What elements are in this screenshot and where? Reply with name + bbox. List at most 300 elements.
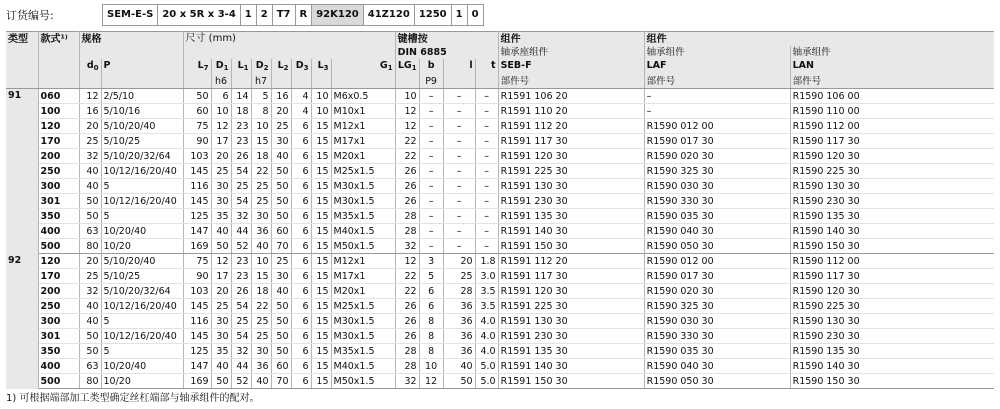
table-cell: – [443, 164, 475, 179]
table-cell: 12 [419, 374, 443, 389]
table-cell: R1590 330 30 [644, 194, 790, 209]
table-cell: 25 [251, 314, 271, 329]
table-cell: 15 [311, 344, 331, 359]
table-cell: 22 [251, 299, 271, 314]
table-cell: 4 [291, 89, 311, 104]
table-cell: R1591 150 30 [498, 239, 644, 254]
table-cell: 26 [395, 329, 419, 344]
table-cell: 6 [291, 284, 311, 299]
table-cell: R1590 117 30 [790, 269, 994, 284]
table-cell: 30 [211, 194, 231, 209]
table-cell: 103 [183, 284, 211, 299]
table-cell: 40 [271, 284, 291, 299]
table-cell: 23 [231, 269, 251, 284]
table-cell: 6 [291, 164, 311, 179]
table-cell: – [475, 239, 498, 254]
table-cell: 50 [79, 329, 101, 344]
table-cell: M20x1 [331, 284, 395, 299]
table-cell: M35x1.5 [331, 209, 395, 224]
table-cell: – [475, 119, 498, 134]
table-cell: 8 [419, 344, 443, 359]
table-cell: 18 [251, 284, 271, 299]
table-cell: 5.0 [475, 374, 498, 389]
header-row-2 [6, 46, 994, 59]
table-cell: 300 [38, 314, 79, 329]
table-cell: 15 [311, 299, 331, 314]
table-cell: R1591 225 30 [498, 164, 644, 179]
table-cell: 5/10/25 [101, 269, 183, 284]
header-g1-sub: 1 [387, 64, 393, 72]
order-code-segments [102, 4, 484, 26]
table-cell: 25 [231, 179, 251, 194]
table-cell: R1590 112 00 [790, 119, 994, 134]
header-comp1: 组件 [498, 32, 644, 47]
table-cell: 18 [251, 149, 271, 164]
table-row [6, 359, 994, 374]
table-cell: 5 [101, 344, 183, 359]
table-cell: 6 [291, 149, 311, 164]
header-d0-sub: 0 [93, 64, 99, 72]
table-cell: 6 [291, 359, 311, 374]
table-cell: M30x1.5 [331, 329, 395, 344]
table-cell: 10 [311, 89, 331, 104]
table-cell: 26 [395, 299, 419, 314]
table-cell: 22 [395, 269, 419, 284]
header-keyway-std: DIN 6885 [395, 46, 498, 59]
table-cell: 12 [395, 119, 419, 134]
table-cell: 15 [311, 239, 331, 254]
table-cell: R1591 230 30 [498, 194, 644, 209]
table-row [6, 314, 994, 329]
table-cell: 30 [271, 269, 291, 284]
table-cell: 10 [251, 119, 271, 134]
table-cell: R1590 040 30 [644, 224, 790, 239]
table-cell: – [475, 194, 498, 209]
table-cell: 22 [395, 149, 419, 164]
table-cell: 32 [395, 239, 419, 254]
table-cell: 50 [271, 194, 291, 209]
table-cell: R1590 230 30 [790, 194, 994, 209]
table-cell: 54 [231, 164, 251, 179]
order-code-segment: 20 x 5R x 3-4 [158, 5, 240, 25]
header-l7: L [197, 60, 204, 71]
table-cell: 145 [183, 329, 211, 344]
table-cell: – [443, 194, 475, 209]
table-cell: R1590 140 30 [790, 224, 994, 239]
table-cell: – [475, 89, 498, 104]
order-code-bar [6, 4, 484, 26]
table-cell: 15 [311, 254, 331, 269]
table-cell: 70 [271, 374, 291, 389]
order-code-segment: SEM-E-S [103, 5, 158, 25]
table-cell: 15 [311, 194, 331, 209]
table-cell: R1590 012 00 [644, 119, 790, 134]
table-cell: R1590 020 30 [644, 284, 790, 299]
table-cell: – [475, 104, 498, 119]
table-cell: R1590 035 30 [644, 209, 790, 224]
table-cell: 26 [395, 314, 419, 329]
table-cell: 5.0 [475, 359, 498, 374]
header-b-tol: P9 [419, 75, 443, 89]
table-cell: – [419, 134, 443, 149]
table-cell: – [644, 89, 790, 104]
order-code-segment: 0 [471, 9, 479, 20]
table-cell: – [475, 149, 498, 164]
table-cell: 40 [251, 239, 271, 254]
table-cell: 15 [311, 224, 331, 239]
table-cell: 250 [38, 299, 79, 314]
table-cell: R1591 230 30 [498, 329, 644, 344]
table-cell: 12 [211, 119, 231, 134]
table-cell: 20 [211, 284, 231, 299]
table-row [6, 164, 994, 179]
table-cell: M25x1.5 [331, 164, 395, 179]
table-cell: 36 [251, 224, 271, 239]
table-cell: 40 [79, 164, 101, 179]
table-cell: 5/10/16 [101, 104, 183, 119]
header-l1: L [237, 60, 244, 71]
table-cell: R1590 230 30 [790, 329, 994, 344]
table-cell: 12 [395, 104, 419, 119]
table-cell: 6 [291, 209, 311, 224]
table-cell: 15 [311, 359, 331, 374]
table-cell: 10 [419, 359, 443, 374]
table-cell: R1590 225 30 [790, 299, 994, 314]
table-cell: R1590 040 30 [644, 359, 790, 374]
table-cell: 26 [395, 164, 419, 179]
table-cell: 40 [79, 314, 101, 329]
table-cell: M17x1 [331, 269, 395, 284]
table-cell: 4.0 [475, 344, 498, 359]
footnote: 1) 可根据端部加工类型确定丝杠端部与轴承组件的配对。 [6, 393, 260, 404]
header-keyway: 键槽按 [395, 32, 498, 47]
table-row [6, 104, 994, 119]
table-cell: 10/12/16/20/40 [101, 194, 183, 209]
table-cell: 301 [38, 194, 79, 209]
table-cell: – [443, 119, 475, 134]
table-cell: 125 [183, 344, 211, 359]
table-cell: – [443, 224, 475, 239]
table-cell: 25 [79, 269, 101, 284]
table-cell: 060 [38, 89, 79, 104]
header-comp2: 组件 [644, 32, 994, 47]
table-cell: – [475, 209, 498, 224]
table-cell: 169 [183, 374, 211, 389]
table-cell: R1591 110 20 [498, 104, 644, 119]
table-cell: 20 [211, 149, 231, 164]
table-cell: 6 [291, 299, 311, 314]
table-cell: R1591 120 30 [498, 149, 644, 164]
table-cell: M30x1.5 [331, 179, 395, 194]
table-cell: 6 [291, 329, 311, 344]
table-cell: 25 [211, 299, 231, 314]
table-cell: 25 [231, 314, 251, 329]
table-cell: 6 [291, 134, 311, 149]
table-cell: R1591 135 30 [498, 209, 644, 224]
table-cell: 3.5 [475, 284, 498, 299]
header-comp3-part: 部件号 [790, 75, 994, 89]
table-cell: 40 [79, 299, 101, 314]
table-cell: 170 [38, 269, 79, 284]
table-cell: M12x1 [331, 254, 395, 269]
table-cell: – [419, 239, 443, 254]
table-cell: M50x1.5 [331, 239, 395, 254]
table-cell: 20 [443, 254, 475, 269]
table-cell: 5 [101, 314, 183, 329]
table-cell: 36 [443, 329, 475, 344]
table-cell: R1590 120 30 [790, 284, 994, 299]
table-cell: 40 [271, 149, 291, 164]
table-cell: 6 [291, 314, 311, 329]
table-cell: – [644, 104, 790, 119]
table-row [6, 224, 994, 239]
table-cell: M35x1.5 [331, 344, 395, 359]
table-cell: 50 [79, 209, 101, 224]
header-g1: G [379, 60, 388, 71]
table-cell: 147 [183, 359, 211, 374]
table-cell: R1590 035 30 [644, 344, 790, 359]
table-cell: 28 [395, 344, 419, 359]
table-row [6, 179, 994, 194]
table-cell: 15 [311, 179, 331, 194]
table-cell: 32 [79, 149, 101, 164]
table-cell: 26 [395, 194, 419, 209]
table-cell: – [475, 179, 498, 194]
table-cell: 15 [251, 134, 271, 149]
table-cell: R1590 140 30 [790, 359, 994, 374]
table-cell: – [443, 89, 475, 104]
table-cell: R1590 150 30 [790, 374, 994, 389]
table-cell: 54 [231, 299, 251, 314]
table-cell: 50 [271, 164, 291, 179]
table-cell: R1591 150 30 [498, 374, 644, 389]
table-cell: 30 [251, 344, 271, 359]
table-cell: 50 [443, 374, 475, 389]
table-cell: R1591 106 20 [498, 89, 644, 104]
table-cell: 8 [419, 329, 443, 344]
table-cell: M30x1.5 [331, 314, 395, 329]
table-row [6, 209, 994, 224]
table-cell: 30 [271, 134, 291, 149]
table-cell: 250 [38, 164, 79, 179]
table-cell: 30 [211, 314, 231, 329]
table-cell: 15 [311, 269, 331, 284]
table-cell: 75 [183, 119, 211, 134]
table-cell: 6 [291, 194, 311, 209]
table-cell: 500 [38, 374, 79, 389]
table-cell: 200 [38, 284, 79, 299]
header-comp1-code: SEB-F [498, 59, 644, 75]
table-cell: 25 [251, 194, 271, 209]
table-cell: 44 [231, 359, 251, 374]
table-cell: 60 [183, 104, 211, 119]
table-cell: 26 [231, 284, 251, 299]
table-cell: 54 [231, 329, 251, 344]
table-cell: 8 [251, 104, 271, 119]
table-cell: 30 [211, 179, 231, 194]
table-cell: R1590 030 30 [644, 314, 790, 329]
header-comp3-name: 轴承组件 [790, 46, 994, 59]
table-cell: 12 [79, 89, 101, 104]
table-cell: – [419, 209, 443, 224]
header-comp2-name: 轴承组件 [644, 46, 790, 59]
table-cell: 36 [443, 314, 475, 329]
table-cell: 16 [79, 104, 101, 119]
table-cell: R1590 130 30 [790, 179, 994, 194]
table-row [6, 134, 994, 149]
header-b: b [427, 60, 435, 71]
table-cell: R1590 325 30 [644, 164, 790, 179]
table-cell: 40 [211, 224, 231, 239]
header-comp3-code: LAN [790, 59, 994, 75]
table-cell: R1591 135 30 [498, 344, 644, 359]
table-cell: 15 [311, 164, 331, 179]
table-cell: 6 [291, 179, 311, 194]
table-cell: 32 [231, 209, 251, 224]
table-cell: 5/10/25 [101, 134, 183, 149]
table-cell: 23 [231, 119, 251, 134]
table-cell: 80 [79, 239, 101, 254]
table-cell: 169 [183, 239, 211, 254]
table-cell: 14 [231, 89, 251, 104]
table-cell: 300 [38, 179, 79, 194]
table-cell: 26 [231, 149, 251, 164]
table-cell: 12 [211, 254, 231, 269]
table-row [6, 344, 994, 359]
table-cell: 36 [443, 344, 475, 359]
order-code-label: 订货编号: [6, 9, 54, 22]
table-cell: 103 [183, 149, 211, 164]
table-cell: 4.0 [475, 329, 498, 344]
table-cell: 25 [79, 134, 101, 149]
table-cell: R1590 325 30 [644, 299, 790, 314]
table-cell: 20 [79, 119, 101, 134]
table-cell: 22 [395, 134, 419, 149]
table-cell: 54 [231, 194, 251, 209]
table-cell: 25 [271, 119, 291, 134]
header-d2: D [255, 60, 264, 71]
table-cell: 15 [311, 329, 331, 344]
table-cell: 147 [183, 224, 211, 239]
table-cell: R1591 120 30 [498, 284, 644, 299]
table-cell: 15 [311, 314, 331, 329]
table-cell: R1590 135 30 [790, 209, 994, 224]
table-cell: – [419, 89, 443, 104]
table-cell: 32 [231, 344, 251, 359]
table-cell: 15 [311, 149, 331, 164]
table-cell: 2/5/10 [101, 89, 183, 104]
table-cell: 10/12/16/20/40 [101, 164, 183, 179]
type-cell: 91 [6, 89, 38, 254]
table-cell: 145 [183, 194, 211, 209]
table-cell: – [443, 179, 475, 194]
table-cell: 28 [395, 209, 419, 224]
table-cell: R1590 330 30 [644, 329, 790, 344]
table-cell: 145 [183, 299, 211, 314]
table-row [6, 254, 994, 269]
table-cell: 23 [231, 134, 251, 149]
table-cell: 350 [38, 209, 79, 224]
table-cell: 3 [419, 254, 443, 269]
header-row-1 [6, 32, 994, 47]
table-row [6, 239, 994, 254]
table-cell: R1590 030 30 [644, 179, 790, 194]
table-cell: 50 [271, 209, 291, 224]
table-cell: 75 [183, 254, 211, 269]
table-cell: 23 [231, 254, 251, 269]
table-cell: 3.0 [475, 269, 498, 284]
order-code-segment: 1 [452, 5, 468, 25]
table-cell: 52 [231, 374, 251, 389]
table-cell: 36 [443, 299, 475, 314]
table-cell: 5 [419, 269, 443, 284]
table-cell: – [443, 209, 475, 224]
header-comp2-part: 部件号 [644, 75, 790, 89]
table-cell: 6 [419, 299, 443, 314]
table-cell: 10 [395, 89, 419, 104]
table-cell: 40 [211, 359, 231, 374]
table-cell: R1590 110 00 [790, 104, 994, 119]
table-cell: R1590 135 30 [790, 344, 994, 359]
table-cell: 6 [291, 374, 311, 389]
table-cell: 50 [271, 344, 291, 359]
table-cell: – [443, 149, 475, 164]
table-cell: – [419, 164, 443, 179]
table-cell: 301 [38, 329, 79, 344]
table-row [6, 374, 994, 389]
table-cell: 32 [79, 284, 101, 299]
table-cell: 1.8 [475, 254, 498, 269]
header-dimensions: 尺寸 (mm) [183, 32, 395, 47]
table-cell: 5 [251, 89, 271, 104]
table-row [6, 269, 994, 284]
table-cell: R1590 112 00 [790, 254, 994, 269]
table-cell: – [475, 134, 498, 149]
header-lg1: LG [397, 60, 412, 71]
table-cell: M30x1.5 [331, 194, 395, 209]
header-l7-sub: 7 [203, 64, 209, 72]
table-cell: 15 [311, 284, 331, 299]
order-code-segment: 92K120 [312, 5, 364, 25]
table-cell: 28 [443, 284, 475, 299]
table-cell: R1591 140 30 [498, 359, 644, 374]
table-cell: – [475, 224, 498, 239]
table-cell: 50 [211, 239, 231, 254]
table-cell: R1591 117 30 [498, 134, 644, 149]
table-cell: 60 [271, 224, 291, 239]
table-cell: R1590 012 00 [644, 254, 790, 269]
table-cell: 5 [101, 209, 183, 224]
table-cell: 50 [271, 314, 291, 329]
table-cell: 90 [183, 269, 211, 284]
table-cell: 10/20 [101, 239, 183, 254]
table-cell: R1590 106 00 [790, 89, 994, 104]
table-cell: 5/10/20/32/64 [101, 149, 183, 164]
header-p: P [103, 60, 111, 71]
table-cell: R1591 112 20 [498, 119, 644, 134]
table-cell: 22 [395, 284, 419, 299]
table-cell: 6 [291, 239, 311, 254]
table-cell: 50 [183, 89, 211, 104]
table-cell: 125 [183, 209, 211, 224]
table-cell: – [419, 149, 443, 164]
header-l2-sub: 2 [283, 64, 289, 72]
table-cell: 15 [311, 374, 331, 389]
table-cell: 6 [291, 224, 311, 239]
table-cell: 116 [183, 314, 211, 329]
table-cell: 200 [38, 149, 79, 164]
table-cell: R1590 225 30 [790, 164, 994, 179]
